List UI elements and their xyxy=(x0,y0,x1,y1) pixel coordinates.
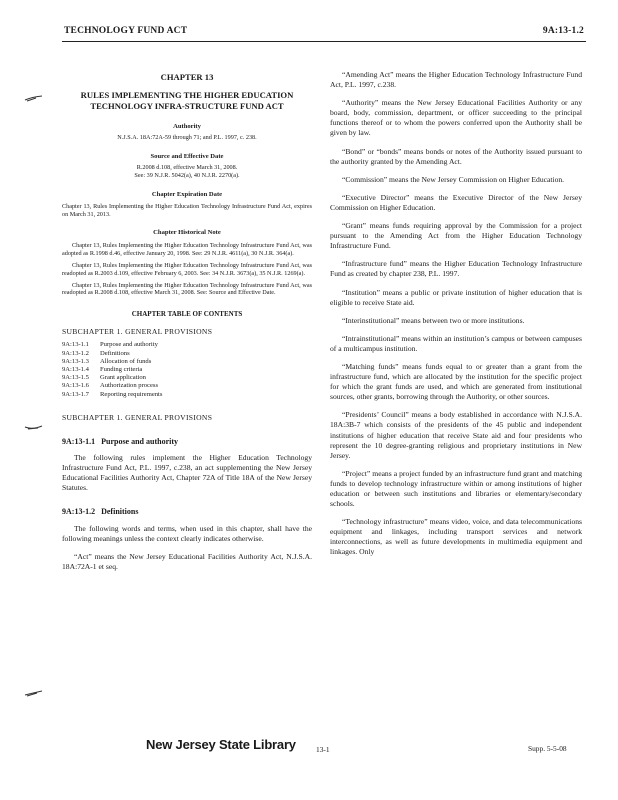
historical-note: Chapter 13, Rules Implementing the Higher Education Technology Infrastructure Fund Act, was adopted as R.1998 d.46, effective January 20, 1998. See: 29 N.J.R. 4611(a), 30 N.J.R. 364(a). xyxy=(62,242,312,258)
toc-row xyxy=(62,358,312,366)
source-heading: Source and Effective Date xyxy=(150,152,224,160)
toc-row xyxy=(62,382,312,390)
toc-subchapter: SUBCHAPTER 1. GENERAL PROVISIONS xyxy=(62,327,213,337)
definitions-intro: The following words and terms, when used in this chapter, shall have the following meanings unless the context clearly indicates otherwise. xyxy=(62,523,312,543)
margin-mark-icon xyxy=(24,424,44,432)
chapter-number: CHAPTER 13 xyxy=(160,72,214,82)
toc-title: Definitions xyxy=(100,349,130,357)
definition-paragraph: “Authority” means the New Jersey Educational Facilities Authority or any board, body, commission, department, or officer succeeding to the principal functions thereof or to whom the powers conferred upon the Authority shall be given by law. xyxy=(330,98,582,138)
toc-title: Authorization process xyxy=(100,382,159,390)
toc-row xyxy=(62,350,312,358)
definition-paragraph: “Amending Act” means the Higher Education Technology Infrastructure Fund Act, P.L. 1997, c.238. xyxy=(330,70,582,90)
toc-heading: CHAPTER TABLE OF CONTENTS xyxy=(131,310,243,319)
table-of-contents xyxy=(62,341,312,398)
expiration-heading: Chapter Expiration Date xyxy=(151,190,223,198)
header-section: 9A:13-1.2 xyxy=(542,26,584,36)
toc-title: Funding criteria xyxy=(100,366,143,374)
source-text-2: See: 39 N.J.R. 5042(a), 40 N.J.R. 2270(a). xyxy=(134,171,240,179)
library-footer: New Jersey State Library xyxy=(146,737,296,752)
definition-act: “Act” means the New Jersey Educational Facilities Authority Act, N.J.S.A. 18A:72A-1 et seq. xyxy=(62,551,312,571)
source-text-1: R.2008 d.108, effective March 31, 2008. xyxy=(136,164,238,172)
toc-row xyxy=(62,391,312,399)
toc-title: Reporting requirements xyxy=(100,390,163,398)
toc-number: 9A:13-1.2 xyxy=(62,349,89,357)
page-number: 13-1 xyxy=(316,745,330,754)
toc-number: 9A:13-1.5 xyxy=(62,374,89,382)
right-column xyxy=(330,48,582,558)
toc-number: 9A:13-1.6 xyxy=(62,382,89,390)
historical-note: Chapter 13, Rules Implementing the Higher Education Technology Infrastructure Fund Act, was readopted as R.2008 d.108, effective March 31, 2008. See: Source and Effective Date. xyxy=(62,281,312,297)
expiration-text: Chapter 13, Rules Implementing the Higher Education Technology Infrastructure Fund Act, expires on March 31, 2013. xyxy=(62,202,312,218)
toc-row xyxy=(62,366,312,374)
definition-paragraph: “Executive Director” means the Executive Director of the New Jersey Commission on Higher Education. xyxy=(330,192,582,212)
authority-text: N.J.S.A. 18A:72A-59 through 71; and P.L. 1997, c. 238. xyxy=(117,134,257,142)
historical-heading: Chapter Historical Note xyxy=(153,229,221,237)
supplement-date: Supp. 5-5-08 xyxy=(528,744,567,753)
definition-paragraph: “Technology infrastructure” means video, voice, and data telecommunications equipment and linkages, including transport services and network interconnections, as well as future developments in multimedia equipment and linkages. Only xyxy=(330,517,582,557)
toc-number: 9A:13-1.3 xyxy=(62,357,89,365)
authority-heading: Authority xyxy=(173,123,201,131)
definition-paragraph: “Commission” means the New Jersey Commission on Higher Education. xyxy=(342,174,565,184)
toc-number: 9A:13-1.1 xyxy=(62,341,89,349)
running-header xyxy=(64,26,584,40)
definition-paragraph: “Infrastructure fund” means the Higher Education Technology Infrastructure Fund as created by chapter 238, P.L. 1997. xyxy=(330,259,582,279)
toc-title: Allocation of funds xyxy=(100,357,152,365)
historical-notes xyxy=(62,242,312,297)
toc-title: Grant application xyxy=(100,374,146,382)
definition-paragraph: “Matching funds” means funds equal to or greater than a grant from the infrastructure fund, which are allocated by the institution for the specific project for which the grant funds are used, and which are generated from institutional sources, other grants, borrowing through the Authority, or other sources. xyxy=(330,361,582,402)
definition-paragraph: “Presidents’ Council” means a body established in accordance with N.J.S.A. 18A:3B-7 which consists of the presidents of the 45 public and independent institutions of higher education that receive State aid and four presidents who represent the 10 degree-granting religious and proprietary institutions in New Jersey. xyxy=(330,410,582,460)
toc-number: 9A:13-1.7 xyxy=(62,390,89,398)
toc-title: Purpose and authority xyxy=(100,341,158,349)
margin-mark-icon xyxy=(24,690,44,698)
margin-mark-icon xyxy=(24,95,44,103)
definition-paragraph: “Bond” or “bonds” means bonds or notes of the Authority issued pursuant to the authority granted by the Amending Act. xyxy=(330,146,582,166)
definition-paragraph: “Project” means a project funded by an infrastructure fund grant and matching funds to develop technology infrastructure within or among institutions of higher education or between such institutions and libraries or elementary/secondary schools. xyxy=(330,468,582,509)
toc-number: 9A:13-1.4 xyxy=(62,366,89,374)
definition-paragraph: “Intrainstitutional” means within an institution’s campus or between campuses of a multicampus institution. xyxy=(330,333,582,353)
definition-paragraph: “Grant” means funds requiring approval by the Commission for a project pursuant to the Amending Act from the Higher Education Technology Infrastructure Fund. xyxy=(330,221,582,251)
header-rule xyxy=(62,41,586,42)
section-heading-purpose: 9A:13-1.1 Purpose and authority xyxy=(62,436,179,446)
section-heading-definitions: 9A:13-1.2 Definitions xyxy=(62,507,139,517)
purpose-text: The following rules implement the Higher Education Technology Infrastructure Fund Act, P.L. 1997, c.238, an act supplementing the New Jersey Educational Facilities Authority Act, Chapter 72A of Title 18A of the New Jersey Statutes. xyxy=(62,453,312,493)
definition-paragraph: “Interinstitutional” means between two or more institutions. xyxy=(342,315,525,325)
toc-row xyxy=(62,374,312,382)
left-column xyxy=(62,50,312,572)
subchapter-heading: SUBCHAPTER 1. GENERAL PROVISIONS xyxy=(62,412,213,422)
header-title: TECHNOLOGY FUND ACT xyxy=(64,26,188,36)
toc-row xyxy=(62,341,312,349)
chapter-title: RULES IMPLEMENTING THE HIGHER EDUCATION TECHNOLOGY INFRA-STRUCTURE FUND ACT xyxy=(80,90,294,112)
definition-paragraph: “Institution” means a public or private institution of higher education that is eligible to receive State aid. xyxy=(330,287,582,307)
historical-note: Chapter 13, Rules Implementing the Higher Education Technology Infrastructure Fund Act, was readopted as R.2003 d.109, effective February 6, 2003. See: 34 N.J.R. 3673(a), 35 N.J.R. 1269(a). xyxy=(62,262,312,277)
